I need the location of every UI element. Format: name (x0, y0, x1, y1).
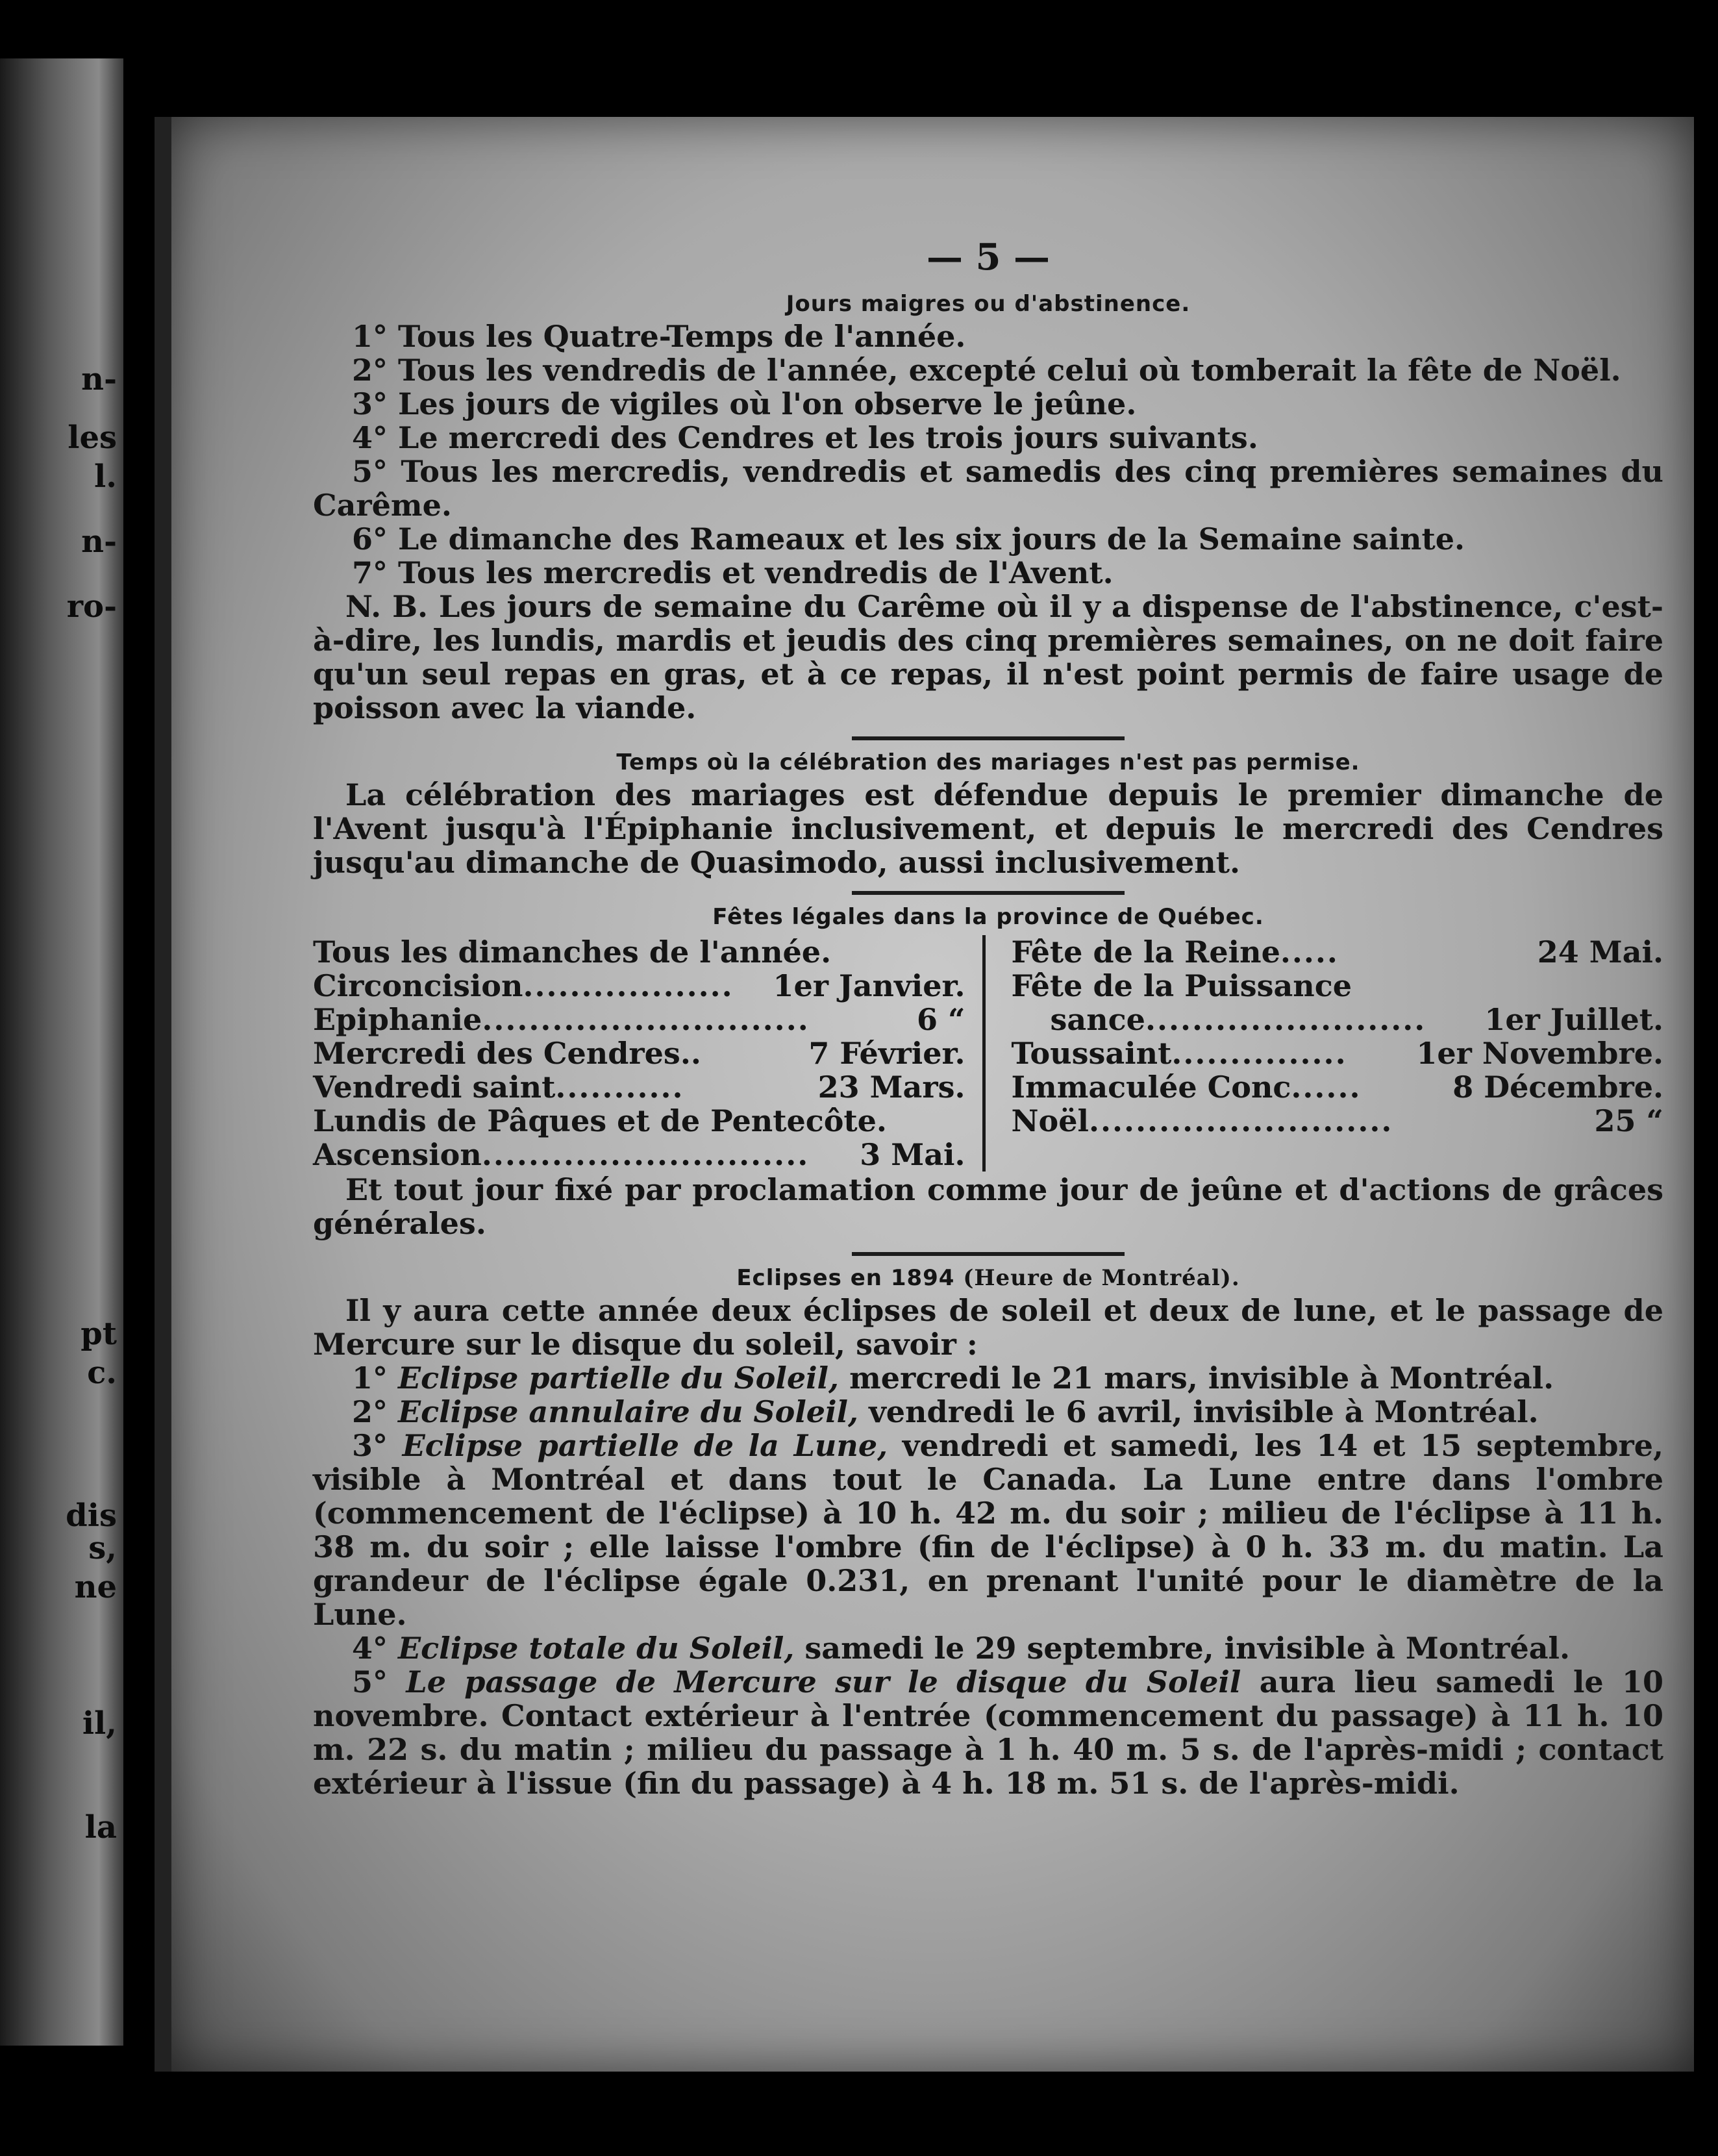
fete-dots: ........... (555, 1070, 684, 1104)
abstinence-item: 6° Le dimanche des Rameaux et les six jours de la Semaine sainte. (352, 521, 1465, 557)
fete-dots (887, 1104, 965, 1138)
fete-dots (1352, 969, 1663, 1003)
eclipse-text: aura lieu samedi le 10 novembre. Contact extérieur à l'entrée (commencement du passage) à 11 h. 10 m. 22 s. du matin ; milieu du passage à 1 h. 40 m. 5 s. de l'après-midi ; contact extérieur à l'issue (fin du passage) à 4 h. 18 m. 51 s. de l'après-midi. (313, 1664, 1664, 1801)
page-number: — 5 — (927, 236, 1050, 279)
section-divider (852, 1252, 1125, 1256)
eclipse-num: 1° (352, 1360, 388, 1396)
eclipses-heading (313, 1262, 1663, 1294)
fete-date: 24 Mai. (1537, 934, 1663, 970)
eclipse-title: Le passage de Mercure sur le disque du Soleil (406, 1664, 1241, 1699)
almanac-page (155, 117, 1694, 2072)
fete-dots: ...... (1291, 1070, 1362, 1104)
fete-date: 3 Mai. (860, 1137, 965, 1172)
left-fragment: c. (87, 1355, 117, 1391)
fetes-left-first: Tous les dimanches de l'année. (313, 934, 832, 970)
abstinence-item: 1° Tous les Quatre-Temps de l'année. (352, 319, 966, 354)
left-fragment: n- (81, 361, 117, 397)
fete-dots: ..... (1280, 935, 1339, 969)
fete-row (1012, 969, 1664, 1003)
eclipse-item (313, 1395, 1663, 1429)
fetes-heading: Fêtes légales dans la province de Québec. (712, 904, 1264, 930)
left-fragment: s, (88, 1530, 117, 1566)
left-fragment: n- (81, 523, 117, 560)
fete-name: Vendredi saint (313, 1070, 556, 1105)
left-fragment: l. (94, 458, 117, 495)
eclipse-num: 4° (352, 1631, 388, 1666)
fete-date: 6 “ (917, 1002, 965, 1037)
fete-dots: ............................ (481, 1138, 810, 1172)
fete-dots: ............................ (482, 1003, 810, 1036)
abstinence-item: 7° Tous les mercredis et vendredis de l'Avent. (352, 555, 1114, 590)
fete-name: Fête de la Reine (1011, 934, 1280, 970)
eclipse-title: Eclipse annulaire du Soleil, (398, 1394, 859, 1429)
fete-row (313, 1036, 965, 1070)
mariages-text: La célébration des mariages est défendue depuis le premier dimanche de l'Avent jusqu'à l'Épiphanie inclusivement, et depuis le mercredi des Cendres jusqu'au dimanche de Quasimodo, aussi inclusivement. (313, 777, 1663, 880)
fete-row (313, 969, 965, 1003)
eclipse-title: Eclipse partielle du Soleil, (398, 1360, 840, 1396)
fetes-left-column (313, 935, 986, 1172)
left-fragment: la (84, 1809, 117, 1846)
eclipse-text: vendredi et samedi, les 14 et 15 septembre, visible à Montréal et dans tout le Canada. La Lune entre dans l'ombre (commencement de l'éclipse) à 10 h. 42 m. du soir ; milieu de l'éclipse à 11 h. 38 m. du soir ; elle laisse l'ombre (fin de l'éclipse) à 0 h. 33 m. du matin. La grandeur de l'éclipse égale 0.231, en prenant l'unité pour le diamètre de la Lune. (313, 1428, 1664, 1632)
eclipse-title: Eclipse totale du Soleil, (398, 1631, 795, 1666)
fetes-right-column (986, 935, 1664, 1172)
fete-date: 1er Janvier. (773, 968, 965, 1003)
eclipse-item (313, 1631, 1663, 1665)
fete-name: Ascension (313, 1137, 482, 1172)
fete-dots: .......................... (1088, 1104, 1393, 1138)
eclipse-text: vendredi le 6 avril, invisible à Montréal. (869, 1394, 1539, 1429)
fetes-table (313, 935, 1663, 1172)
eclipse-item (313, 1429, 1663, 1631)
fete-name: Toussaint (1011, 1036, 1172, 1071)
eclipse-item (313, 1665, 1663, 1800)
eclipse-title: Eclipse partielle de la Lune, (402, 1428, 888, 1463)
fete-name: Immaculée Conc (1011, 1070, 1291, 1105)
left-fragment: pt (81, 1316, 117, 1352)
fete-row (1012, 1036, 1664, 1070)
fete-row (313, 1138, 965, 1172)
abstinence-heading: Jours maigres ou d'abstinence. (786, 291, 1191, 317)
adjacent-page-edge (0, 58, 123, 2046)
eclipse-text: mercredi le 21 mars, invisible à Montréal. (849, 1360, 1554, 1396)
abstinence-item: 2° Tous les vendredis de l'année, excepté celui où tomberait la fête de Noël. (352, 353, 1621, 388)
abstinence-note: N. B. Les jours de semaine du Carême où il y a dispense de l'abstinence, c'est-à-dire, les lundis, mardis et jeudis des cinq premières semaines, on ne doit faire qu'un seul repas en gras, et à ce repas, il n'est point permis de faire usage de poisson avec la viande. (313, 589, 1663, 725)
eclipse-num: 2° (352, 1394, 388, 1429)
left-fragment: il, (82, 1705, 117, 1742)
eclipse-text: samedi le 29 septembre, invisible à Montréal. (804, 1631, 1571, 1666)
abstinence-item: 4° Le mercredi des Cendres et les trois jours suivants. (352, 420, 1258, 455)
fete-name: Noël (1011, 1103, 1089, 1138)
fete-row (313, 1104, 965, 1138)
fete-dots: ............... (1171, 1036, 1347, 1070)
fete-date: 25 “ (1594, 1103, 1663, 1138)
fete-row (1012, 1003, 1664, 1036)
fete-row (313, 1003, 965, 1036)
eclipses-intro: Il y aura cette année deux éclipses de soleil et deux de lune, et le passage de Mercure sur le disque du soleil, savoir : (313, 1293, 1663, 1362)
fete-date: 7 Février. (808, 1036, 965, 1071)
fete-name: Epiphanie (313, 1002, 482, 1037)
fete-dots: .................. (523, 969, 734, 1003)
fete-name: Fête de la Puissance (1011, 968, 1352, 1003)
fete-row (1012, 935, 1664, 969)
fete-date: 1er Juillet. (1484, 1002, 1663, 1037)
left-fragment: les (68, 420, 117, 456)
mariages-heading: Temps où la célébration des mariages n'est pas permise. (616, 749, 1360, 775)
eclipses-heading-note: (Heure de Montréal). (963, 1265, 1240, 1291)
fete-name: Lundis de Pâques et de Pentecôte. (313, 1103, 887, 1138)
fete-date: 8 Décembre. (1452, 1070, 1663, 1105)
left-fragment: dis (66, 1498, 117, 1534)
abstinence-item: 3° Les jours de vigiles où l'on observe le jeûne. (352, 386, 1137, 421)
fete-date: 1er Novembre. (1416, 1036, 1663, 1071)
eclipse-item (313, 1361, 1663, 1395)
left-fragment: ne (74, 1569, 117, 1605)
fete-name: Circoncision (313, 968, 523, 1003)
fete-row (313, 1070, 965, 1104)
fete-name: Mercredi des Cendres.. (313, 1036, 701, 1071)
fetes-closing: Et tout jour fixé par proclamation comme jour de jeûne et d'actions de grâces générales. (313, 1172, 1663, 1241)
fete-name: sance (1050, 1002, 1145, 1037)
section-divider (852, 891, 1125, 895)
left-fragment: ro- (66, 588, 117, 625)
abstinence-item: 5° Tous les mercredis, vendredis et samedis des cinq premières semaines du Carême. (313, 454, 1663, 523)
fete-dots: ........................ (1145, 1003, 1426, 1036)
fete-date: 23 Mars. (817, 1070, 965, 1105)
eclipse-num: 5° (352, 1664, 388, 1699)
page-text (313, 236, 1664, 1801)
section-divider (852, 736, 1125, 740)
eclipses-heading-main: Eclipses en 1894 (736, 1265, 955, 1291)
fete-row (1012, 1104, 1664, 1138)
fete-row (1012, 1070, 1664, 1104)
fete-dots (701, 1036, 808, 1070)
eclipse-num: 3° (352, 1428, 388, 1463)
